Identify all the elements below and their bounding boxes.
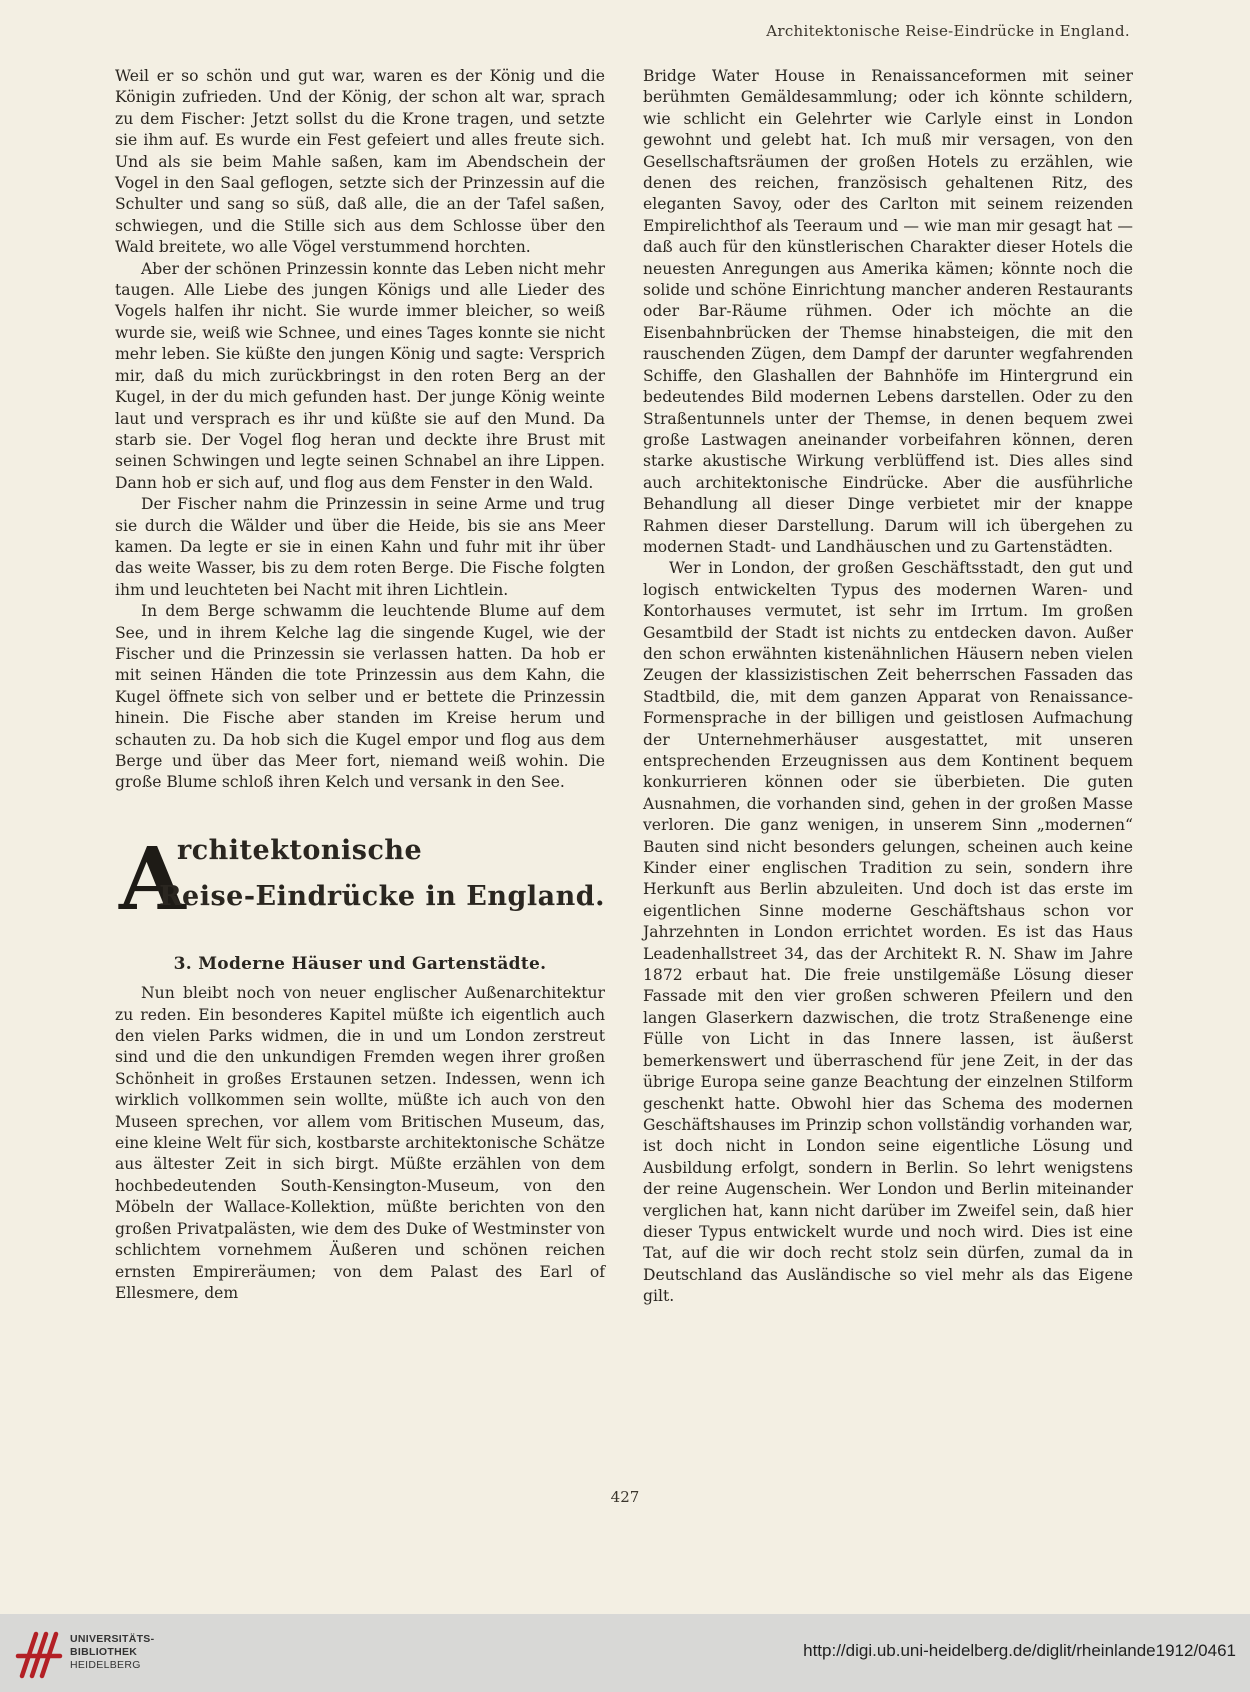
- paragraph: In dem Berge schwamm die leuchtende Blume auf dem See, und in ihrem Kelche lag die singende Kugel, wie der Fischer und die Prinzessin sie verlassen hatten. Da hob er mit seinen Händen die tote Prinzessin aus dem Kahn, die Kugel öffnete sich von selber und er bettete die Prinzessin hinein. Die Fische aber standen im Kreise herum und schauten zu. Da hob sich die Kugel empor und flog aus dem Berge und über das Meer fort, niemand weiß wohin. Die große Blume schloß ihren Kelch und versank in den See.: [115, 602, 605, 792]
- library-name: [70, 1633, 154, 1672]
- paragraph: Weil er so schön und gut war, waren es der König und die Königin zufrieden. Und der König, der schon alt war, sprach zu dem Fischer: Jetzt sollst du die Krone tragen, und setzte sie ihm auf. Es wurde ein Fest gefeiert und alles freute sich. Und als sie beim Mahle saßen, kam im Abendschein der Vogel in den Saal geflogen, setzte sich der Prinzessin auf die Schulter und sang so süß, daß alle, die an der Tafel saßen, schwiegen, und die Stille sich aus dem Schlosse über den Wald breitete, wo alle Vögel verstummend horchten.: [115, 67, 605, 257]
- paragraph: Wer in London, der großen Geschäftsstadt, den gut und logisch entwickelten Typus des modernen Waren- und Kontorhauses vermutet, ist sehr im Irrtum. Im großen Gesamtbild der Stadt ist nichts zu entdecken davon. Außer den schon erwähnten kistenähnlichen Häusern neben vielen Zeugen der klassizistischen Zeit beherrschen Fassaden das Stadtbild, die, mit dem ganzen Apparat von Renaissance-Formensprache in der billigen und geistlosen Aufmachung der Unternehmerhäuser ausgestattet, mit unseren entsprechenden Erzeugnissen aus dem Kontinent bequem konkurrieren können oder sie überbieten. Die guten Ausnahmen, die vorhanden sind, gehen in der großen Masse verloren. Die ganz wenigen, in unserem Sinn „modernen“ Bauten sind nicht besonders gelungen, scheinen auch keine Kinder einer englischen Tradition zu sein, sondern ihre Herkunft aus Berlin abzuleiten. Und doch ist das erste im eigentlichen Sinne moderne Geschäftshaus schon vor Jahrzehnten in London errichtet worden. Es ist das Haus Leadenhallstreet 34, das der Architekt R. N. Shaw im Jahre 1872 erbaut hat. Die freie unstilgemäße Lösung dieser Fassade mit den vier großen schweren Pfeilern und den langen Glaserkern dazwischen, die trotz Straßenenge eine Fülle von Licht in das Innere lassen, ist äußerst bemerkenswert und überraschend für jene Zeit, in der das übrige Europa seine ganze Beachtung der einzelnen Stilform geschenkt hatte. Obwohl hier das Schema des modernen Geschäftshauses im Prinzip schon vollständig vorhanden war, ist doch nicht in London seine eigentliche Lösung und Ausbildung erfolgt, sondern in Berlin. So lehrt wenigstens der reine Augenschein. Wer London und Berlin miteinander verglichen hat, kann nicht darüber im Zweifel sein, daß hier dieser Typus entwickelt wurde und noch wird. Dies ist eine Tat, auf die wir doch recht stolz sein dürfen, zumal da in Deutschland das Ausländische so viel mehr als das Eigene gilt.: [643, 559, 1133, 1306]
- decorative-initial: A: [119, 828, 186, 930]
- paragraph: Aber der schönen Prinzessin konnte das Leben nicht mehr taugen. Alle Liebe des jungen Königs und alle Lieder des Vogels halfen ihr nicht. Sie wurde immer bleicher, so weiß wurde sie, weiß wie Schnee, und eines Tages konnte sie nicht mehr leben. Sie küßte den jungen König und sagte: Versprich mir, daß du mich zurückbringst in den roten Berg an der Kugel, in der du mich gefunden hast. Der junge König weinte laut und versprach es ihr und küßte sie auf den Mund. Da starb sie. Der Vogel flog heran und deckte ihre Brust mit seinen Schwingen und legte seinen Schnabel an ihre Lippen. Dann hob er sich auf, und flog aus dem Fenster in den Wald.: [115, 259, 605, 492]
- right-column: [643, 66, 1133, 1308]
- library-name-line: BIBLIOTHEK: [70, 1646, 138, 1658]
- library-name-line: UNIVERSITÄTS-: [70, 1633, 155, 1645]
- article-title-line-2: Reise-Eindrücke in England.: [159, 880, 605, 912]
- section-heading: 3. Moderne Häuser und Gartenstädte.: [173, 953, 547, 974]
- page-number: 427: [610, 1488, 640, 1506]
- paragraph: Nun bleibt noch von neuer englischer Außenarchitektur zu reden. Ein besonderes Kapitel müßte ich eigentlich auch den vielen Parks widmen, die in und um London zerstreut sind und die den unkundigen Fremden wegen ihrer großen Schönheit in großes Erstaunen setzen. Indessen, wenn ich wirklich vollkommen sein wollte, müßte ich auch von den Museen sprechen, vor allem vom Britischen Museum, das, eine kleine Welt für sich, kostbarste architektonische Schätze aus ältester Zeit in sich birgt. Müßte erzählen von dem hochbedeutenden South-Kensington-Museum, von den Möbeln der Wallace-Kollektion, müßte berichten von den großen Privatpalästen, wie dem des Duke of Westminster von schlichtem vornehmem Äußeren und schönen reichen ernsten Empireräumen; von dem Palast des Earl of Ellesmere, dem: [115, 984, 605, 1302]
- article-title-line-1: rchitektonische: [177, 834, 423, 866]
- library-logo-icon: [14, 1626, 64, 1682]
- paragraph: Der Fischer nahm die Prinzessin in seine Arme und trug sie durch die Wälder und über die Heide, bis sie ans Meer kamen. Da legte er sie in einen Kahn und fuhr mit ihr über das weite Wasser, bis zu dem roten Berge. Die Fische folgten ihm und leuchteten bei Nacht mit ihren Lichtlein.: [115, 495, 605, 599]
- library-name-line: HEIDELBERG: [70, 1659, 141, 1671]
- library-footer: [0, 1614, 1250, 1692]
- source-url-link[interactable]: http://digi.ub.uni-heidelberg.de/diglit/rheinlande1912/0461: [803, 1641, 1236, 1660]
- left-column: [115, 66, 605, 1304]
- paragraph: Bridge Water House in Renaissanceformen mit seiner berühmten Gemäldesammlung; oder ich könnte schildern, wie schlicht ein Gelehrter wie Carlyle einst in London gewohnt und gelebt hat. Ich muß mir versagen, von den Gesellschaftsräumen der großen Hotels zu erzählen, wie denen des reichen, französisch gehaltenen Ritz, des eleganten Savoy, oder des Carlton mit seinem reizenden Empirelichthof als Teeraum und — wie man mir gesagt hat — daß auch für den künstlerischen Charakter dieser Hotels die neuesten Anregungen aus Amerika kämen; könnte noch die solide und schöne Einrichtung mancher anderen Restaurants oder Bar-Räume rühmen. Oder ich möchte an die Eisenbahnbrücken der Themse hinabsteigen, die mit den rauschenden Zügen, dem Dampf der darunter wegfahrenden Schiffe, den Glashallen der Bahnhöfe im Hintergrund ein bedeutendes Bild modernen Lebens darstellen. Oder zu den Straßentunnels unter der Themse, in denen bequem zwei große Lastwagen aneinander vorbeifahren können, deren starke akustische Wirkung verblüffend ist. Dies alles sind auch architektonische Eindrücke. Aber die ausführliche Behandlung all dieser Dinge verbietet mir der knappe Rahmen dieser Darstellung. Darum will ich übergehen zu modernen Stadt- und Landhäuschen und zu Gartenstädten.: [643, 67, 1133, 556]
- running-title: Architektonische Reise-Eindrücke in England.: [766, 22, 1130, 40]
- article-title: [115, 828, 605, 940]
